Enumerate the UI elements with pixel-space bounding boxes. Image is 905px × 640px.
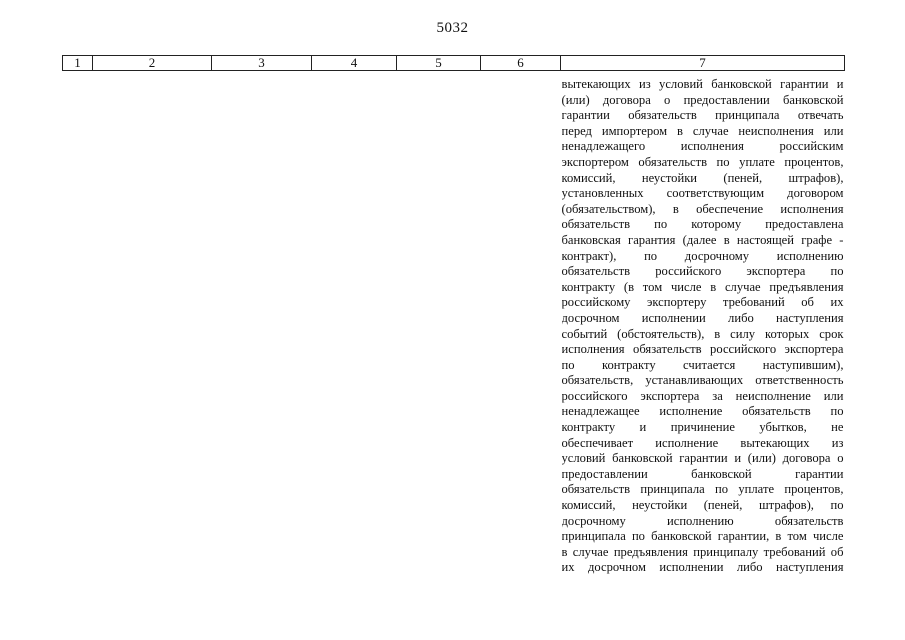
cell-col-5 <box>397 71 481 577</box>
column-header-1: 1 <box>63 56 93 71</box>
text-line: ненадлежащего исполнения российским <box>561 139 844 154</box>
column-header-2: 2 <box>93 56 212 71</box>
text-line: перед импортером в случае неисполнения или <box>561 123 844 138</box>
text-line: предоставлении банковской гарантии <box>561 466 844 481</box>
text-line: обязательств российского экспортера по <box>561 264 844 279</box>
table-row <box>63 71 845 577</box>
text-line: контракт), по досрочному исполнению <box>561 248 844 263</box>
text-line: контракту и причинение убытков, не <box>561 420 844 435</box>
text-line: обязательств принципала по уплате процентов, <box>561 482 844 497</box>
text-line: обязательств, устанавливающих ответственность <box>561 373 844 388</box>
text-line: российскому экспортеру требований об их <box>561 295 844 310</box>
column-header-7: 7 <box>561 56 845 71</box>
text-line: событий (обстоятельств), в силу которых срок <box>561 326 844 341</box>
text-line: вытекающих из условий банковской гарантии и <box>561 77 844 91</box>
cell-col-4 <box>312 71 397 577</box>
text-line: принципала по банковской гарантии, в том числе <box>561 529 844 544</box>
text-line: экспортером обязательств по уплате процентов, <box>561 154 844 169</box>
cell-col-2 <box>93 71 212 577</box>
text-line: установленных соответствующим договором <box>561 186 844 201</box>
column-header-6: 6 <box>481 56 561 71</box>
text-line: российского экспортера за неисполнение или <box>561 388 844 403</box>
text-line: банковская гарантия (далее в настоящей графе - <box>561 232 844 247</box>
column-header-3: 3 <box>212 56 312 71</box>
text-line: комиссий, неустойки (пеней, штрафов), <box>561 170 844 185</box>
text-line: в случае предъявления принципалу требований об <box>561 544 844 559</box>
text-line: обеспечивает исполнение вытекающих из <box>561 435 844 450</box>
document-table <box>62 55 845 576</box>
cell-col-1 <box>63 71 93 577</box>
text-line: (обязательством), в обеспечение исполнения <box>561 201 844 216</box>
cell-col-3 <box>212 71 312 577</box>
text-line: досрочному исполнению обязательств <box>561 513 844 528</box>
text-line: исполнения обязательств российского экспортера <box>561 342 844 357</box>
text-line: комиссий, неустойки (пеней, штрафов), по <box>561 498 844 513</box>
text-line: условий банковской гарантии и (или) договора о <box>561 451 844 466</box>
text-line: ненадлежащее исполнение обязательств по <box>561 404 844 419</box>
column-7-text <box>561 71 845 576</box>
cell-col-6 <box>481 71 561 577</box>
column-header-4: 4 <box>312 56 397 71</box>
text-line: обязательств по которому предоставлена <box>561 217 844 232</box>
text-line: контракту (в том числе в случае предъявления <box>561 279 844 294</box>
page-number: 5032 <box>436 20 469 36</box>
text-line: досрочном исполнении либо наступления <box>561 310 844 325</box>
text-line: гарантии обязательств принципала отвечать <box>561 108 844 123</box>
column-header-row <box>63 56 845 71</box>
column-header-5: 5 <box>397 56 481 71</box>
text-line: (или) договора о предоставлении банковской <box>561 92 844 107</box>
cell-col-7 <box>561 71 845 577</box>
text-line: их досрочном исполнении либо наступления <box>561 560 844 575</box>
text-line: по контракту считается наступившим), <box>561 357 844 372</box>
